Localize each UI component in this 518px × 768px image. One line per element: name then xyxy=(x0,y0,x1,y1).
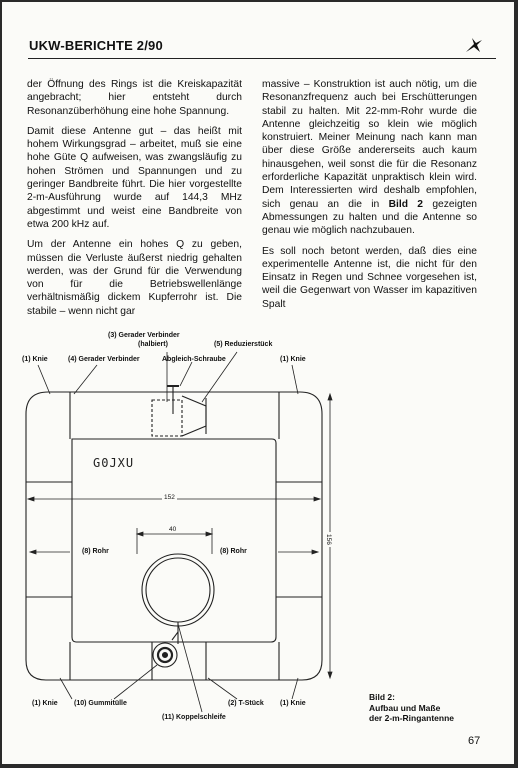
figure-caption xyxy=(369,692,454,724)
label-rohr-right: (8) Rohr xyxy=(220,548,247,555)
label-knie-bottom-right: (1) Knie xyxy=(280,700,306,707)
label-rohr-left: (8) Rohr xyxy=(82,548,109,555)
caption-line: Aufbau und Maße xyxy=(369,702,441,713)
callsign-text: G0JXU xyxy=(93,456,135,470)
label-abgleich-schraube: Abgleich-Schraube xyxy=(162,356,226,363)
antenna-diagram xyxy=(2,2,514,764)
label-gerader-verbinder-halbiert: (3) Gerader Verbinder xyxy=(108,332,180,339)
label-koppelschleife: (11) Koppelschleife xyxy=(162,714,226,721)
dimension-height: 156 xyxy=(325,534,332,545)
dimension-loop: 40 xyxy=(169,526,177,533)
running-header: UKW-BERICHTE 2/90 xyxy=(29,38,163,53)
label-knie-top-left: (1) Knie xyxy=(22,356,48,363)
paragraph: Es soll noch betont werden, daß dies eine experimentelle Antenne ist, die nicht für den Einsatz in Regen und Schnee vorgesehen ist, weil die Gegenwart von Wasser im kapazitiven Spalt xyxy=(262,245,477,310)
label-gummituelle: (10) Gummitülle xyxy=(74,700,127,707)
paragraph: der Öffnung des Rings ist die Kreiskapazität angebracht; hier entsteht durch Resonanzüberhöhung eine hohe Spannung. xyxy=(27,79,242,117)
page-number: 67 xyxy=(468,735,481,747)
caption-line: Bild 2: xyxy=(369,692,395,702)
dimension-width: 152 xyxy=(164,494,175,501)
page xyxy=(2,2,514,764)
label-knie-top-right: (1) Knie xyxy=(280,356,306,363)
paragraph: Damit diese Antenne gut – das heißt mit hohem Wirkungsgrad – arbeitet, muß sie eine hohe Güte Q aufweisen, was zwangsläufig zu hohen Strömen und Spannungen und zu geringer Bandbreite führt. Die hier vorgestellte 2-m-Ausführung wurde auf 144,3 MHz abgestimmt und weist eine Bandbreite von etwa 200 kHz auf. xyxy=(27,125,242,230)
label-knie-bottom-left: (1) Knie xyxy=(32,700,58,707)
label-reduzierstueck: (5) Reduzierstück xyxy=(214,341,273,348)
label-halbiert: (halbiert) xyxy=(138,341,168,348)
paragraph-text: gezeigten Abmessungen zu halten und die Antenne so genau wie möglich nachzubauen. xyxy=(262,198,477,237)
paragraph-text: massive – Konstruktion ist auch nötig, um die Resonanzfrequenz auch bei Erschütterungen stabil zu halten. Mit 22-mm-Rohr wurde die Antenne gleichzeitig so klein wie möglich konstruiert. Meiner Meinung nach kann man über diese Größe andererseits auch kaum hinausgehen, weil sonst die für die Resonanz erforderliche Kapazität unpraktisch klein wird. Dem Interessierten wird deshalb empfohlen, sich genau an die in xyxy=(262,79,477,210)
label-t-stueck: (2) T-Stück xyxy=(228,700,264,707)
figure-reference: Bild 2 xyxy=(388,198,424,210)
paragraph: Um der Antenne ein hohes Q zu geben, müssen die Verluste äußerst niedrig gehalten werden, was der Grund für die Verwendung von für die Betriebswellenlänge verhältnismäßig dickem Kupferrohr ist. Die stabile – wenn nicht gar xyxy=(27,239,242,317)
caption-line: der 2-m-Ringantenne xyxy=(369,713,455,723)
label-gerader-verbinder: (4) Gerader Verbinder xyxy=(68,356,140,363)
